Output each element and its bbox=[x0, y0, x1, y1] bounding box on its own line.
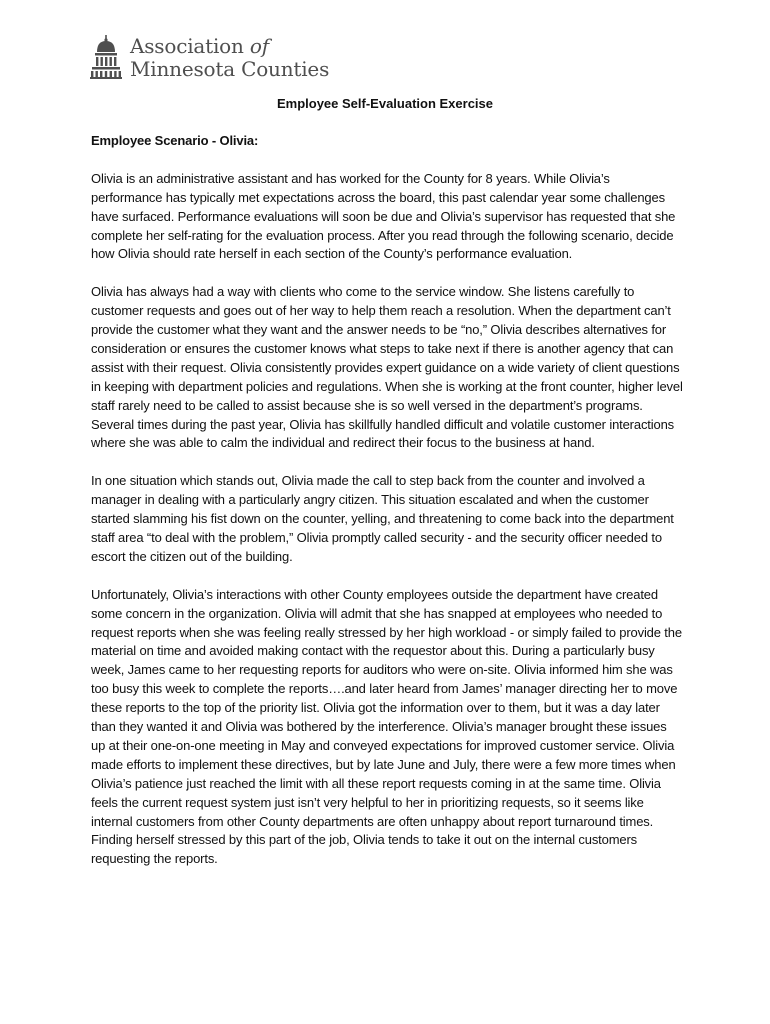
scenario-heading: Employee Scenario - Olivia: bbox=[91, 133, 259, 148]
organization-name-prefix: Association bbox=[130, 34, 250, 58]
organization-name-line2: Minnesota Counties bbox=[130, 57, 330, 81]
paragraph: In one situation which stands out, Olivia made the call to step back from the counter and involved a manager in dealing with a particularly angry citizen. This situation escalated and when the customer started slamming his fist down on the counter, yelling, and threatening to come back into the department staff area “to deal with the problem,” Olivia promptly called security - and the security officer needed to escort the citizen out of the building. bbox=[91, 473, 674, 564]
document-title: Employee Self-Evaluation Exercise bbox=[276, 96, 494, 111]
document-body bbox=[91, 132, 683, 888]
paragraph: Olivia is an administrative assistant and has worked for the County for 8 years. While Olivia’s performance has typically met expectations across the board, this past calendar year some challenges have surfaced. Performance evaluations will soon be due and Olivia’s supervisor has requested that she complete her self-rating for the evaluation process. After you read through the following scenario, decide how Olivia should rate herself in each section of the County’s performance evaluation. bbox=[91, 170, 676, 262]
capitol-building-icon bbox=[90, 35, 122, 79]
organization-logo bbox=[90, 35, 329, 81]
organization-name bbox=[130, 35, 329, 81]
organization-name-of: of bbox=[249, 34, 269, 58]
paragraph: Unfortunately, Olivia’s interactions with other County employees outside the department have created some concern in the organization. Olivia will admit that she has snapped at employees who needed to request reports when she was feeling really stressed by her high workload - or simply failed to provide the material on time and avoided making contact with the requestor about this. During a particularly busy week, James came to her requesting reports for auditors who were on-site. Olivia informed him she was too busy this week to complete the reports….and later heard from James’ manager directing her to move these reports to the top of the priority list. Olivia got the information over to them, but it was a day later than they wanted it and Olivia was bothered by the interference. Olivia’s manager brought these issues up at their one-on-one meeting in May and conveyed expectations for improved customer service. Olivia made efforts to implement these directives, but by late June and July, there were a few more times when Olivia’s patience just reached the limit with all these report requests coming in at the same time. Olivia feels the current request system just isn’t very helpful to her in prioritizing requests, so it seems like internal customers from other County departments are often unhappy about report turnaround times. Finding herself stressed by this part of the job, Olivia tends to take it out on the internal customers requesting the reports. bbox=[91, 586, 682, 867]
organization-name-line1 bbox=[130, 35, 329, 58]
paragraph: Olivia has always had a way with clients who come to the service window. She listens carefully to customer requests and goes out of her way to help them reach a resolution. When the department can’t provide the customer what they want and the answer needs to be “no,” Olivia describes alternatives for consideration or ensures the customer knows what steps to take next if there is another agency that can assist with their request. Olivia consistently provides expert guidance on a wide variety of client questions in keeping with department policies and regulations. When she is working at the front counter, higher level staff rarely need to be called to assist because she is so well versed in the department’s programs. Several times during the past year, Olivia has skillfully handled difficult and volatile customer interactions where she was able to calm the individual and redirect their focus to the business at hand. bbox=[91, 284, 683, 451]
